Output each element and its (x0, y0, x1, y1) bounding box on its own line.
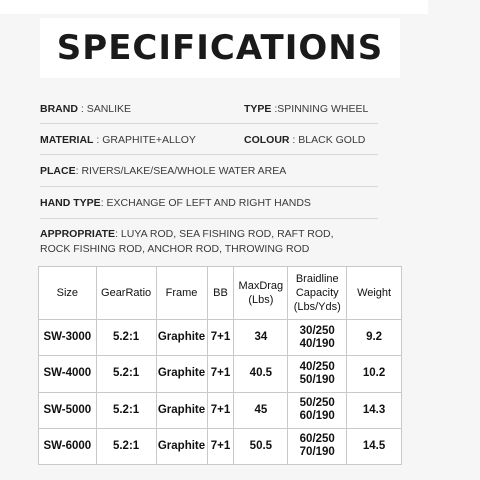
cell-gear-ratio: 5.2:1 (96, 428, 156, 464)
cell-braidline-line-2: 70/190 (299, 446, 335, 459)
cell-braidline-line-2: 50/190 (299, 373, 335, 386)
cell-braidline-line-1: 60/250 (299, 433, 335, 446)
spec-row-brand-type (40, 102, 378, 117)
header-max-drag-line-2: (Lbs) (248, 294, 274, 306)
header-braidline (288, 267, 347, 320)
header-bb: BB (207, 267, 234, 320)
header-max-drag-line-1: MaxDrag (238, 280, 284, 292)
cell-gear-ratio: 5.2:1 (96, 356, 156, 392)
hand-type-label: HAND TYPE (40, 197, 101, 209)
divider (40, 218, 378, 219)
brand-label: BRAND (40, 103, 78, 115)
spec-row-appropriate (40, 227, 378, 257)
spec-colour: COLOUR : BLACK GOLD (244, 134, 366, 146)
header-braidline-line-3: (Lbs/Yds) (293, 301, 341, 313)
cell-frame: Graphite (156, 428, 207, 464)
spec-table (38, 266, 402, 465)
cell-braidline (288, 428, 347, 464)
header-size: Size (39, 267, 97, 320)
cell-braidline-line-2: 40/190 (299, 337, 335, 350)
cell-size: SW-5000 (39, 392, 97, 428)
cell-braidline (288, 356, 347, 392)
title-box (40, 18, 400, 78)
table-row (39, 356, 402, 392)
cell-bb: 7+1 (207, 356, 234, 392)
cell-frame: Graphite (156, 356, 207, 392)
spec-row-hand-type: HAND TYPE: EXCHANGE OF LEFT AND RIGHT HANDS (40, 197, 311, 209)
cell-braidline (288, 392, 347, 428)
material-label: MATERIAL (40, 134, 94, 146)
colour-label: COLOUR (244, 134, 290, 146)
place-value: RIVERS/LAKE/SEA/WHOLE WATER AREA (81, 165, 287, 177)
table-row (39, 320, 402, 356)
divider (40, 123, 378, 124)
cell-weight: 10.2 (347, 356, 402, 392)
spec-type: TYPE :SPINNING WHEEL (244, 103, 369, 115)
appropriate-label: APPROPRIATE (40, 228, 116, 240)
spec-row-material-colour (40, 133, 378, 148)
header-frame: Frame (156, 267, 207, 320)
cell-frame: Graphite (156, 392, 207, 428)
page-title: SPECIFICATIONS (56, 28, 384, 68)
cell-braidline-line-1: 30/250 (299, 324, 335, 337)
appropriate-value-2: ROCK FISHING ROD, ANCHOR ROD, THROWING ROD (40, 243, 310, 255)
spec-material: MATERIAL : GRAPHITE+ALLOY (40, 134, 196, 146)
cell-weight: 9.2 (347, 320, 402, 356)
cell-gear-ratio: 5.2:1 (96, 392, 156, 428)
cell-braidline-line-1: 50/250 (299, 397, 335, 410)
place-label: PLACE (40, 165, 76, 177)
header-max-drag (234, 267, 288, 320)
brand-value: SANLIKE (86, 103, 132, 115)
cell-bb: 7+1 (207, 392, 234, 428)
hand-type-value: EXCHANGE OF LEFT AND RIGHT HANDS (106, 197, 311, 209)
divider (40, 186, 378, 187)
cell-braidline (288, 320, 347, 356)
cell-max-drag: 50.5 (234, 428, 288, 464)
cell-frame: Graphite (156, 320, 207, 356)
header-braidline-line-1: Braidline (295, 273, 339, 285)
cell-braidline-line-2: 60/190 (299, 410, 335, 423)
divider (40, 154, 378, 155)
header-braidline-line-2: Capacity (295, 287, 339, 299)
header-gear-ratio: GearRatio (96, 267, 156, 320)
appropriate-line-1: APPROPRIATE: LUYA ROD, SEA FISHING ROD, RAFT ROD, (40, 228, 334, 240)
cell-bb: 7+1 (207, 320, 234, 356)
spec-brand: BRAND : SANLIKE (40, 103, 132, 115)
cell-weight: 14.5 (347, 428, 402, 464)
cell-bb: 7+1 (207, 428, 234, 464)
colour-value: BLACK GOLD (298, 134, 366, 146)
cell-max-drag: 40.5 (234, 356, 288, 392)
appropriate-value-1: LUYA ROD, SEA FISHING ROD, RAFT ROD, (120, 228, 334, 240)
table-header-row (39, 267, 402, 320)
type-label: TYPE (244, 103, 272, 115)
cell-size: SW-3000 (39, 320, 97, 356)
cell-gear-ratio: 5.2:1 (96, 320, 156, 356)
top-white-strip (0, 0, 428, 14)
table-row (39, 428, 402, 464)
cell-max-drag: 34 (234, 320, 288, 356)
cell-max-drag: 45 (234, 392, 288, 428)
cell-weight: 14.3 (347, 392, 402, 428)
cell-braidline-line-1: 40/250 (299, 360, 335, 373)
header-weight: Weight (347, 267, 402, 320)
type-value: SPINNING WHEEL (277, 103, 369, 115)
cell-size: SW-6000 (39, 428, 97, 464)
spec-row-place: PLACE: RIVERS/LAKE/SEA/WHOLE WATER AREA (40, 165, 287, 177)
material-value: GRAPHITE+ALLOY (102, 134, 196, 146)
table-row (39, 392, 402, 428)
cell-size: SW-4000 (39, 356, 97, 392)
